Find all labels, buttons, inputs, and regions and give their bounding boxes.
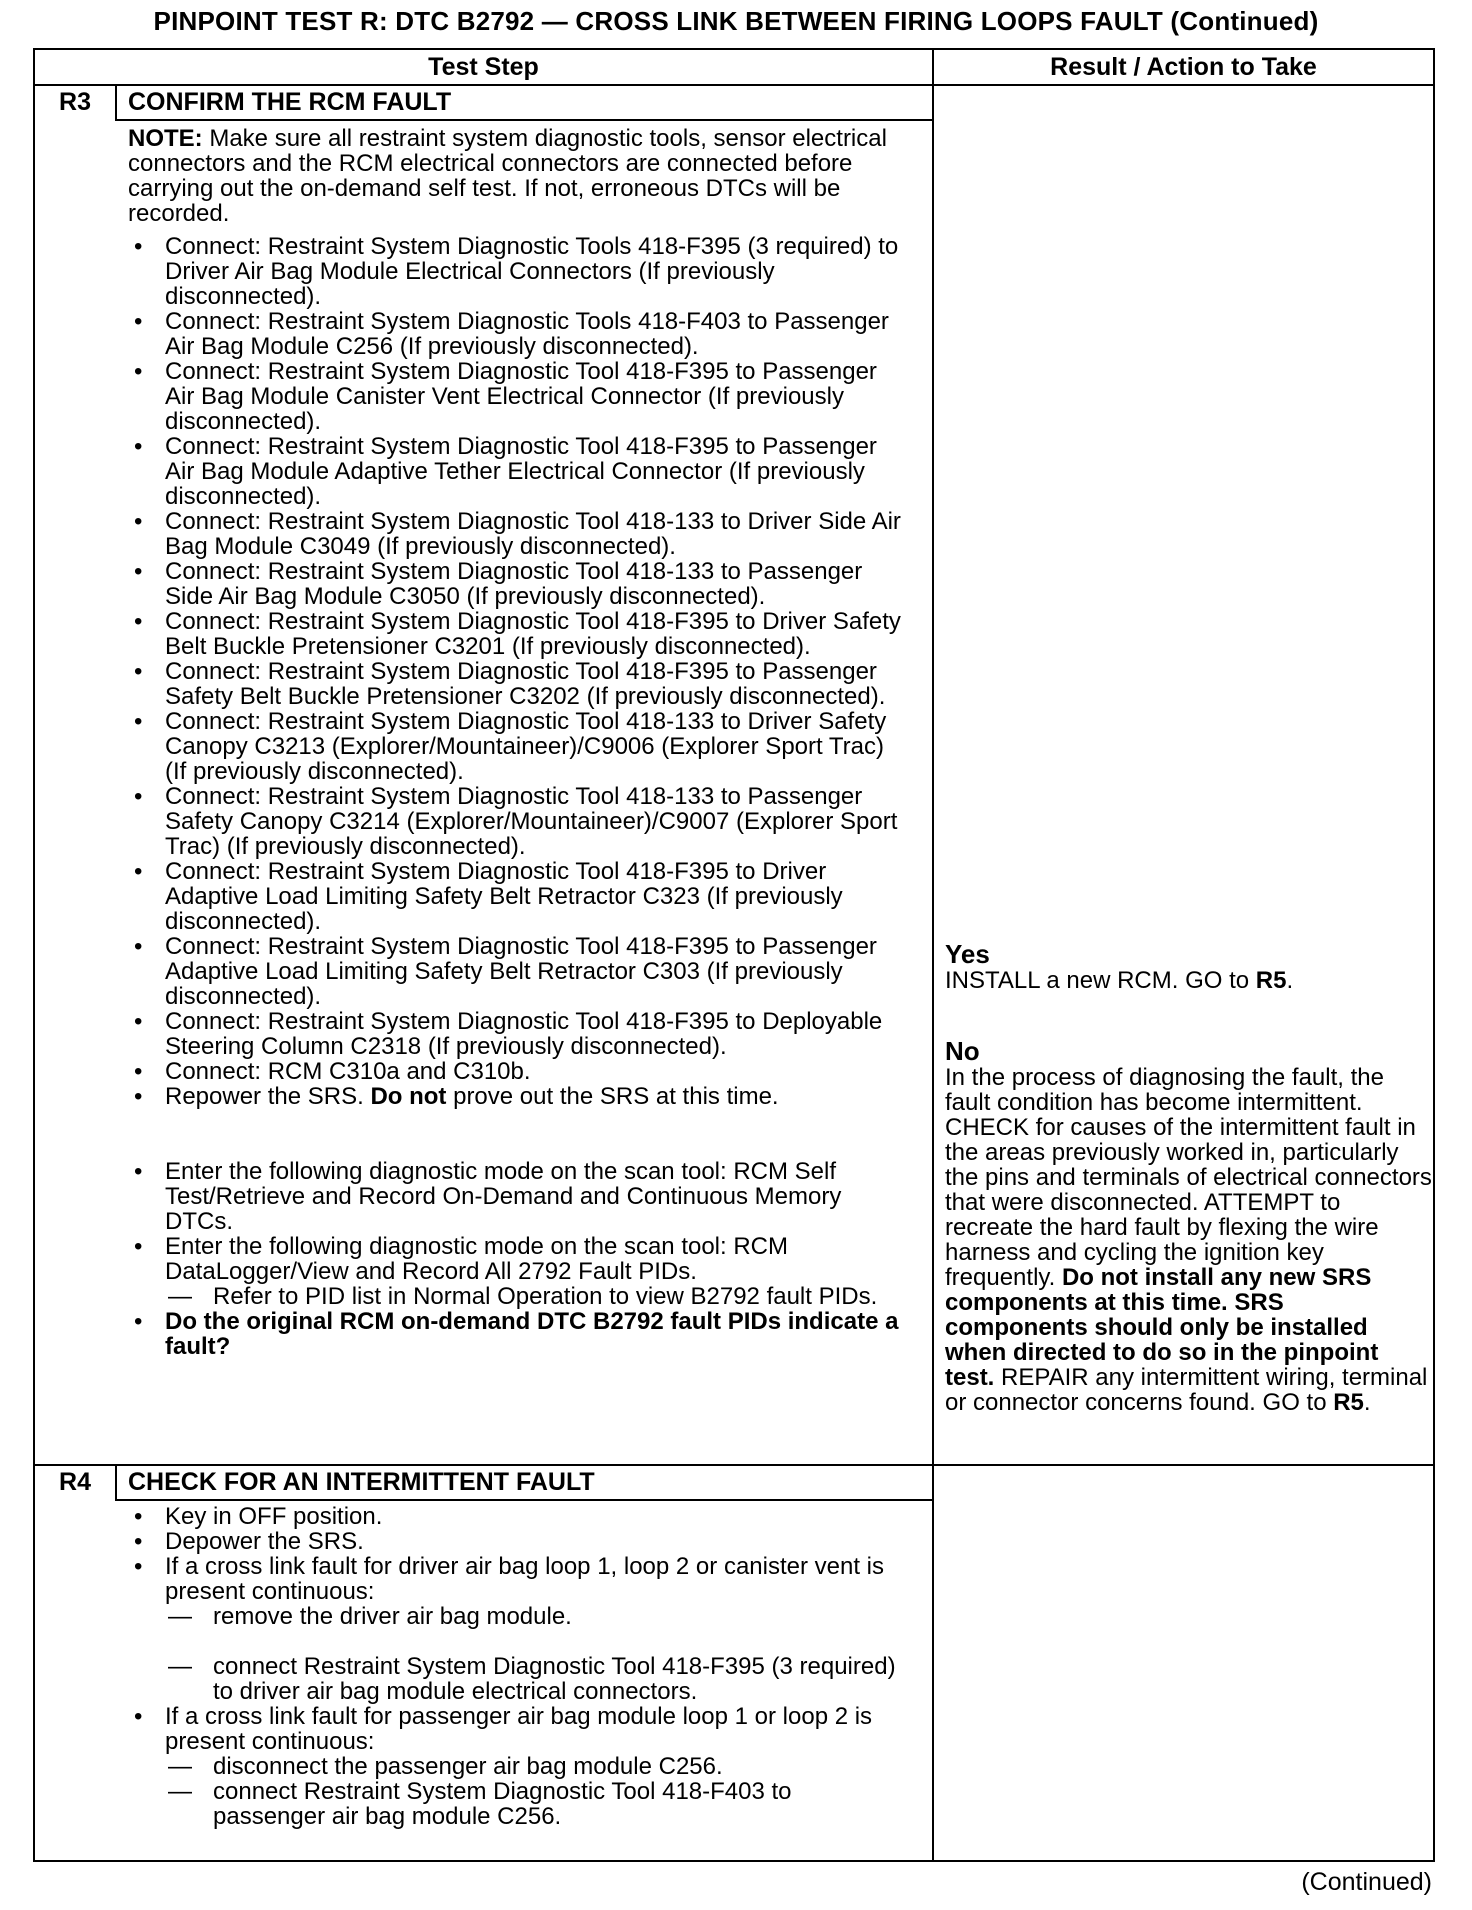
question-item <box>128 1309 908 1359</box>
list-item: • Key in OFF position. <box>128 1504 908 1529</box>
repower-bold: Do not <box>370 1083 447 1110</box>
repower-text-end: prove out the SRS at this time. <box>446 1083 779 1110</box>
step-body-r3 <box>128 126 908 1359</box>
list-item: • Depower the SRS. <box>128 1529 908 1554</box>
no-text-end: REPAIR any intermittent wiring, terminal or connector concerns found. GO to <box>945 1364 1428 1416</box>
step-title-r4: CHECK FOR AN INTERMITTENT FAULT <box>128 1468 595 1496</box>
list-item-repower <box>128 1084 908 1109</box>
step-id-r3: R3 <box>59 88 91 116</box>
sub-list-item: — remove the driver air bag module. <box>128 1604 908 1629</box>
header-result: Result / Action to Take <box>1050 53 1317 81</box>
sub-list-item: — connect Restraint System Diagnostic Tool 418-F403 to passenger air bag module C256. <box>128 1779 908 1829</box>
yes-text: INSTALL a new RCM. GO to <box>945 967 1256 994</box>
sub-list-item: — connect Restraint System Diagnostic Tool 418-F395 (3 required) to driver air bag module electrical connectors. <box>128 1654 908 1704</box>
note-label: NOTE: <box>128 125 203 152</box>
list-item: • Connect: Restraint System Diagnostic Tool 418-F395 to Passenger Air Bag Module Canister Vent Electrical Connector (If previously disconnected). <box>128 359 908 434</box>
r4-title-divider <box>115 1499 932 1501</box>
list-item: • Connect: Restraint System Diagnostic Tools 418-F403 to Passenger Air Bag Module C256 (If previously disconnected). <box>128 309 908 359</box>
header-divider <box>33 84 1435 86</box>
list-item: • Connect: Restraint System Diagnostic Tool 418-133 to Driver Side Air Bag Module C3049 (If previously disconnected). <box>128 509 908 559</box>
list-item: • Connect: Restraint System Diagnostic Tool 418-133 to Passenger Side Air Bag Module C3050 (If previously disconnected). <box>128 559 908 609</box>
r3-row-divider <box>33 1464 1435 1466</box>
page-title: PINPOINT TEST R: DTC B2792 — CROSS LINK BETWEEN FIRING LOOPS FAULT (Continued) <box>153 6 1319 36</box>
note-text: Make sure all restraint system diagnostic tools, sensor electrical connectors and the RCM electrical connectors are connected before carrying out the on-demand self test. If not, erroneous DTCs will be recorded. <box>128 125 887 227</box>
step-body-r4 <box>128 1504 908 1829</box>
question-text: Do the original RCM on-demand DTC B2792 fault PIDs indicate a fault? <box>165 1308 899 1360</box>
list-item: • If a cross link fault for driver air bag loop 1, loop 2 or canister vent is present continuous: <box>128 1554 908 1604</box>
no-action <box>945 1065 1433 1415</box>
step-title-r3: CONFIRM THE RCM FAULT <box>128 88 452 116</box>
note <box>128 126 908 226</box>
yes-label: Yes <box>945 939 990 969</box>
r3-step-list <box>128 234 908 1359</box>
id-divider-r4 <box>115 1464 117 1500</box>
yes-action <box>945 968 1433 993</box>
list-item: • If a cross link fault for passenger air bag module loop 1 or loop 2 is present continuous: <box>128 1704 908 1754</box>
continued-label: (Continued) <box>1301 1868 1432 1896</box>
column-divider <box>932 48 934 1862</box>
yes-goto-link[interactable]: R5 <box>1255 967 1287 994</box>
no-end: . <box>1363 1389 1371 1416</box>
yes-end: . <box>1286 967 1294 994</box>
list-item: • Enter the following diagnostic mode on the scan tool: RCM DataLogger/View and Record All 2792 Fault PIDs. <box>128 1234 908 1284</box>
no-label: No <box>945 1036 980 1066</box>
no-text: In the process of diagnosing the fault, the fault condition has become intermittent. CHECK for causes of the intermittent fault in the areas previously worked in, particularly the pins and terminals of electrical connectors that were disconnected. ATTEMPT to recreate the hard fault by flexing the wire harness and cycling the ignition key frequently. <box>945 1064 1432 1291</box>
no-goto-link[interactable]: R5 <box>1333 1389 1364 1416</box>
list-item: • Connect: RCM C310a and C310b. <box>128 1059 908 1084</box>
list-item: • Connect: Restraint System Diagnostic Tool 418-133 to Driver Safety Canopy C3213 (Explorer/Mountaineer)/C9006 (Explorer Sport Trac) (If previously disconnected). <box>128 709 908 784</box>
repower-text: Repower the SRS. <box>165 1083 371 1110</box>
list-item: • Connect: Restraint System Diagnostic Tool 418-F395 to Driver Safety Belt Buckle Pretensioner C3201 (If previously disconnected). <box>128 609 908 659</box>
no-warning: Do not install any new SRS components at this time. SRS components should only be installed when directed to do so in the pinpoint test. <box>945 1264 1379 1391</box>
r4-step-list <box>128 1504 908 1829</box>
sub-list-item: — disconnect the passenger air bag module C256. <box>128 1754 908 1779</box>
list-item: • Connect: Restraint System Diagnostic Tools 418-F395 (3 required) to Driver Air Bag Module Electrical Connectors (If previously disconnected). <box>128 234 908 309</box>
r3-title-divider <box>115 119 932 121</box>
header-test-step: Test Step <box>428 53 539 81</box>
list-item: • Connect: Restraint System Diagnostic Tool 418-133 to Passenger Safety Canopy C3214 (Explorer/Mountaineer)/C9007 (Explorer Sport Trac) (If previously disconnected). <box>128 784 908 859</box>
list-item: • Enter the following diagnostic mode on the scan tool: RCM Self Test/Retrieve and Record On-Demand and Continuous Memory DTCs. <box>128 1159 908 1234</box>
sub-list-item: — Refer to PID list in Normal Operation to view B2792 fault PIDs. <box>128 1284 908 1309</box>
list-item: • Connect: Restraint System Diagnostic Tool 418-F395 to Driver Adaptive Load Limiting Safety Belt Retractor C323 (If previously disconnected). <box>128 859 908 934</box>
list-item: • Connect: Restraint System Diagnostic Tool 418-F395 to Passenger Adaptive Load Limiting Safety Belt Retractor C303 (If previously disconnected). <box>128 934 908 1009</box>
list-item: • Connect: Restraint System Diagnostic Tool 418-F395 to Passenger Safety Belt Buckle Pretensioner C3202 (If previously disconnected). <box>128 659 908 709</box>
list-item: • Connect: Restraint System Diagnostic Tool 418-F395 to Deployable Steering Column C2318 (If previously disconnected). <box>128 1009 908 1059</box>
list-item: • Connect: Restraint System Diagnostic Tool 418-F395 to Passenger Air Bag Module Adaptive Tether Electrical Connector (If previously disconnected). <box>128 434 908 509</box>
id-divider-r3 <box>115 84 117 120</box>
result-r3 <box>945 940 1433 1415</box>
step-id-r4: R4 <box>59 1468 91 1496</box>
